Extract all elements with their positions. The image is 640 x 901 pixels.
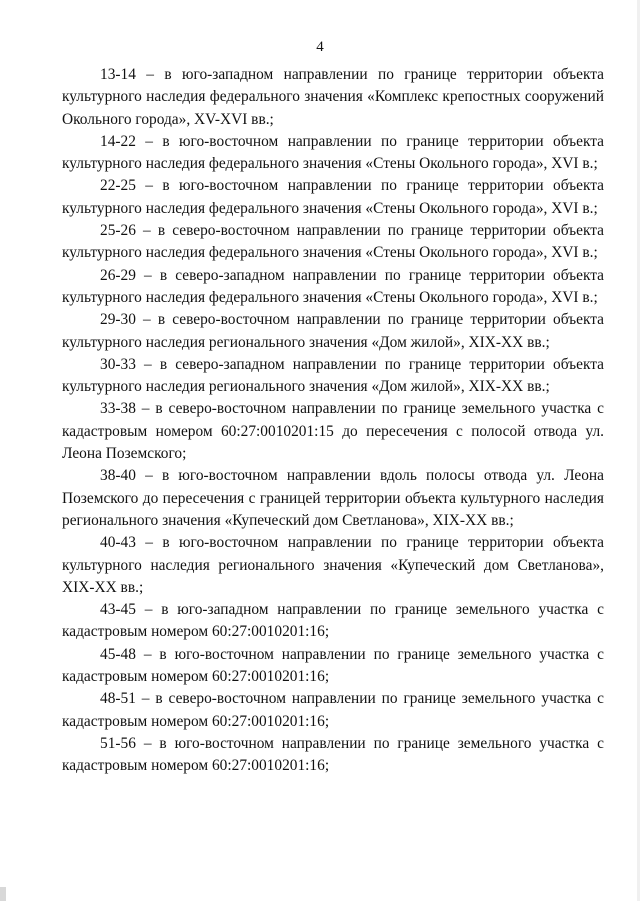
paragraph-22-25: 22-25 – в юго-восточном направлении по границе территории объекта культурного наследия федерального значения «Стены Окольного города», XVI в.; bbox=[62, 177, 604, 217]
paragraph-48-51: 48-51 – в северо-восточном направлении по границе земельного участка с кадастровым номером 60:27:0010201:16; bbox=[62, 690, 604, 730]
page-number: 4 bbox=[316, 39, 324, 55]
paragraph-13-14: 13-14 – в юго-западном направлении по границе территории объекта культурного наследия федерального значения «Комплекс крепостных сооружений Окольного города», XV-XVI вв.; bbox=[62, 66, 604, 128]
scan-edge-mark bbox=[0, 887, 6, 901]
paragraph-14-22: 14-22 – в юго-восточном направлении по границе территории объекта культурного наследия федерального значения «Стены Окольного города», XVI в.; bbox=[62, 132, 604, 173]
paragraph-38-40: 38-40 – в юго-восточном направлении вдоль полосы отвода ул. Леона Поземского до пересечения с границей территории объекта культурного наследия регионального значения «Купеческий дом Светланова», XIX-XX вв.; bbox=[62, 467, 604, 529]
paragraph-33-38: 33-38 – в северо-восточном направлении по границе земельного участка с кадастровым номером 60:27:0010201:15 до пересечения с полосой отвода ул. Леона Поземского; bbox=[62, 400, 604, 463]
paragraph-29-30: 29-30 – в северо-восточном направлении по границе территории объекта культурного наследия регионального значения «Дом жилой», XIX-XX вв.; bbox=[62, 311, 604, 351]
paragraph-25-26: 25-26 – в северо-восточном направлении по границе территории объекта культурного наследия федерального значения «Стены Окольного города», XVI в.; bbox=[62, 222, 604, 262]
paragraph-30-33: 30-33 – в северо-западном направлении по границе территории объекта культурного наследия регионального значения «Дом жилой», XIX-XX вв.; bbox=[62, 355, 604, 396]
paragraph-43-45: 43-45 – в юго-западном направлении по границе земельного участка с кадастровым номером 60:27:0010201:16; bbox=[62, 601, 604, 641]
paragraph-26-29: 26-29 – в северо-западном направлении по границе территории объекта культурного наследия федерального значения «Стены Окольного города», XVI в.; bbox=[62, 266, 604, 306]
document-body bbox=[62, 64, 604, 778]
paragraph-51-56: 51-56 – в юго-восточном направлении по границе земельного участка с кадастровым номером 60:27:0010201:16; bbox=[62, 734, 604, 775]
paragraph-40-43: 40-43 – в юго-восточном направлении по границе территории объекта культурного наследия регионального значения «Купеческий дом Светланова», XIX-XX вв.; bbox=[62, 534, 604, 596]
paragraph-45-48: 45-48 – в юго-восточном направлении по границе земельного участка с кадастровым номером 60:27:0010201:16; bbox=[62, 645, 604, 686]
